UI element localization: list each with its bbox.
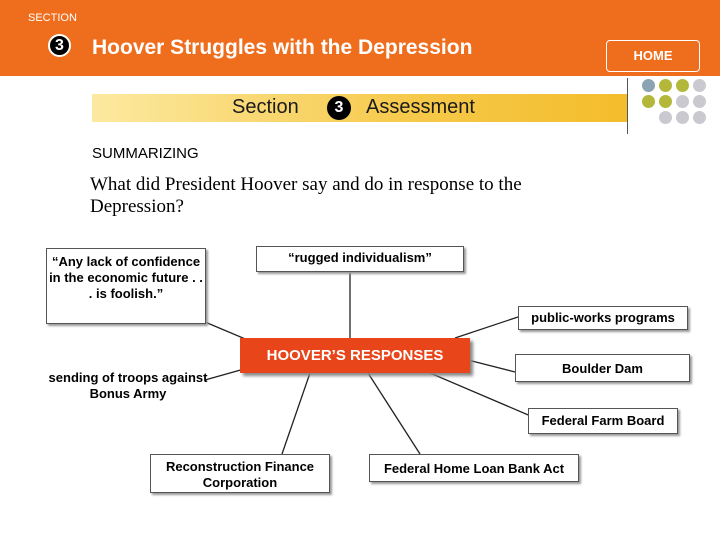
federal-farm-board-box: Federal Farm Board bbox=[528, 408, 678, 434]
link-rfc bbox=[282, 373, 310, 454]
assessment-number-badge: 3 bbox=[327, 96, 351, 120]
assessment-word: Assessment bbox=[366, 96, 475, 118]
question-text: What did President Hoover say and do in response to the Depression? bbox=[90, 174, 522, 217]
summarizing-label: SUMMARIZING bbox=[92, 145, 199, 162]
page-title: Hoover Struggles with the Depression bbox=[92, 36, 473, 59]
rugged-individualism-box: “rugged individualism” bbox=[256, 246, 464, 272]
section-number-badge: 3 bbox=[48, 34, 71, 57]
public-works-box: public-works programs bbox=[518, 306, 688, 330]
bonus-army-troops-text: sending of troops against Bonus Army bbox=[48, 370, 208, 401]
assessment-section-word: Section bbox=[232, 96, 299, 118]
link-home-loan bbox=[368, 373, 420, 454]
home-loan-bank-act-box: Federal Home Loan Bank Act bbox=[369, 454, 579, 482]
boulder-dam-box: Boulder Dam bbox=[515, 354, 690, 382]
quote-confidence-box: “Any lack of confidence in the economic future . . . is foolish.” bbox=[46, 248, 206, 324]
link-boulder bbox=[468, 360, 515, 372]
rfc-box: Reconstruction Finance Corporation bbox=[150, 454, 330, 493]
hoovers-responses-center: HOOVER’S RESPONSES bbox=[240, 338, 470, 373]
section-label: SECTION bbox=[28, 12, 77, 24]
link-public-works bbox=[455, 317, 518, 338]
home-button[interactable]: HOME bbox=[606, 40, 700, 72]
